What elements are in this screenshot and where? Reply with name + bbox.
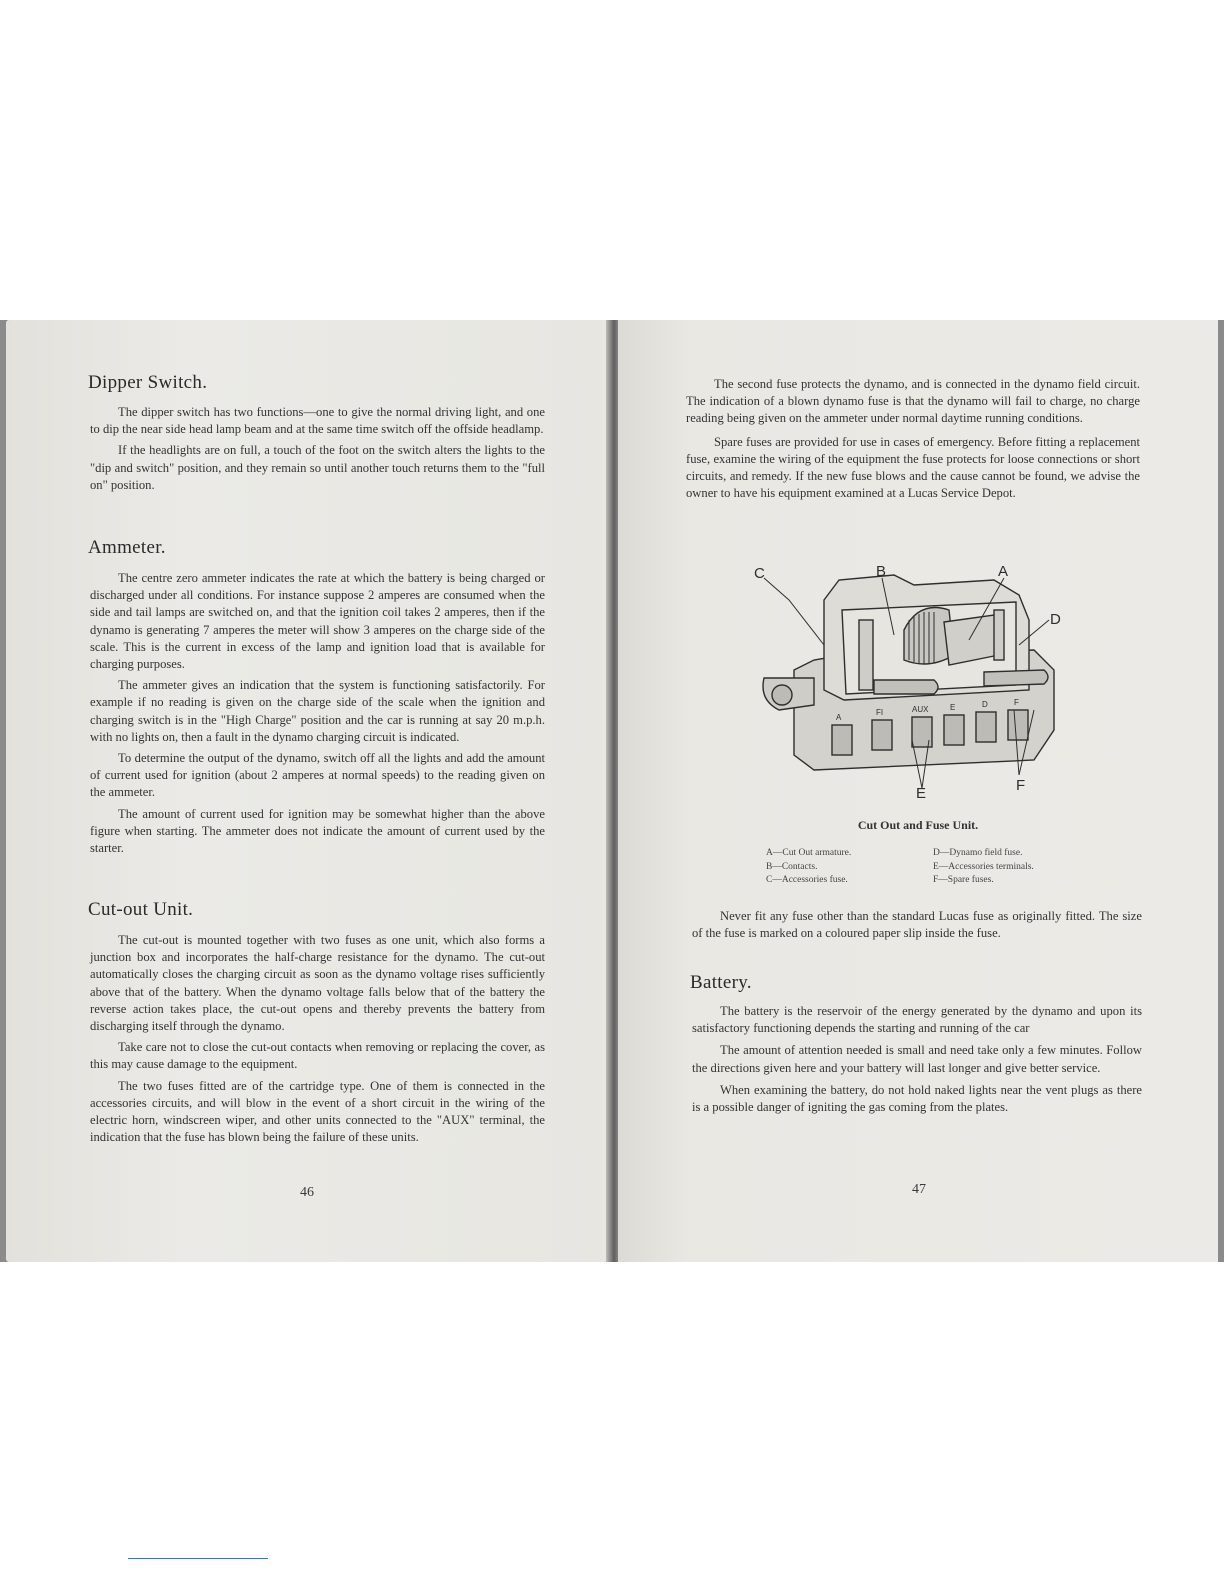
page-number-left: 46 [300, 1185, 314, 1200]
legend-item-b: B—Contacts. [766, 861, 818, 872]
cutout-paragraph-2: Take care not to close the cut-out contacts when removing or replacing the cover, as this may cause damage to the equipment. [90, 1040, 545, 1072]
lucas-fuse-paragraph: Never fit any fuse other than the standard Lucas fuse as originally fitted. The size of the fuse is marked on a coloured paper slip inside the fuse. [692, 909, 1142, 941]
cutout-paragraph-1: The cut-out is mounted together with two fuses as one unit, which also forms a junction box and incorporates the half-charge resistance for the dynamo. The cut-out automatically closes the charging circuit as soon as the dynamo voltage rises sufficiently above that of the battery. When the dynamo voltage falls below that of the battery the reverse action takes place, the cut-out opens and thereby prevents the battery from discharging itself through the dynamo. [90, 933, 545, 1034]
footer-rule [128, 1558, 268, 1559]
callout-c: C [754, 565, 765, 582]
callout-f: F [1016, 777, 1026, 794]
terminal-label-e: E [950, 703, 956, 712]
battery-paragraph-3: When examining the battery, do not hold naked lights near the vent plugs as there is a possible danger of igniting the gas coming from the plates. [692, 1082, 1142, 1115]
dipper-paragraph-2: If the headlights are on full, a touch of the foot on the switch alters the lights to the "dip and switch" position, and they remain so until another touch returns them to the "full on" position. [90, 443, 545, 492]
figure-caption: Cut Out and Fuse Unit. [857, 818, 979, 832]
heading-dipper-switch: Dipper Switch. [88, 372, 208, 393]
dipper-paragraph-1: The dipper switch has two functions—one to give the normal driving light, and one to dip the near side head lamp beam and at the same time switch off the offside headlamp. [90, 405, 545, 437]
callout-e: E [916, 785, 927, 800]
legend-item-c: C—Accessories fuse. [766, 875, 848, 885]
legend-item-e: E—Accessories terminals. [933, 861, 1034, 872]
right-page [618, 320, 1218, 1262]
terminal-label-d: D [982, 700, 988, 709]
ammeter-paragraph-1: The centre zero ammeter indicates the rate at which the battery is being charged or discharged under all conditions. For instance suppose 2 amperes are consumed when the side and tail lamps are switched on, and that the ignition coil takes 2 amperes, then if the dynamo is generating 7 amperes the meter will show 3 amperes on the charge side of the scale. This is the current in excess of the lamp and ignition load that is available for charging purposes. [90, 571, 545, 672]
terminal-label-aux: AUX [912, 705, 929, 714]
callout-d: D [1050, 611, 1061, 628]
ammeter-paragraph-2: The ammeter gives an indication that the system is functioning satisfactorily. For example if no reading is given on the charge side of the scale when the ignition and charging switch is in the "High Charge" position and the car is running at say 20 m.p.h. with no lights on, then a fault in the dynamo charging circuit is indicated. [90, 678, 545, 744]
figure-legend-left [766, 847, 851, 888]
ammeter-paragraph-4: The amount of current used for ignition may be somewhat higher than the above figure when starting. The ammeter does not indicate the amount of current used by the starter. [90, 806, 545, 856]
battery-paragraph-2: The amount of attention needed is small and need take only a few minutes. Follow the directions given here and your battery will last longer and give better service. [692, 1043, 1142, 1075]
cut-out-fuse-unit-illustration [754, 560, 1084, 800]
cutout-paragraph-3: The two fuses fitted are of the cartridge type. One of them is connected in the accessories circuits, and will blow in the event of a short circuit in the wiring of the electric horn, windscreen wiper, and other units connected to the "AUX" terminal, the indication that the fuse has blown being the failure of these units. [90, 1078, 545, 1145]
callout-a: A [998, 563, 1009, 580]
page-number-right: 47 [912, 1182, 926, 1197]
left-page [6, 320, 612, 1262]
heading-cut-out-unit: Cut-out Unit. [88, 899, 194, 920]
book-spread [0, 320, 1224, 1262]
legend-item-d: D—Dynamo field fuse. [933, 848, 1023, 858]
terminal-label-a: A [836, 713, 842, 722]
legend-item-f: F—Spare fuses. [933, 875, 994, 885]
terminal-label-f: F [1014, 698, 1019, 707]
callout-b: B [876, 563, 887, 580]
ammeter-paragraph-3: To determine the output of the dynamo, switch off all the lights and add the amount of current used for ignition (about 2 amperes at normal speeds) to the reading given on the ammeter. [90, 751, 545, 800]
legend-item-a: A—Cut Out armature. [766, 848, 852, 858]
heading-ammeter: Ammeter. [88, 537, 166, 558]
terminal-label-fi: FI [876, 708, 884, 717]
fuse-paragraph-1: The second fuse protects the dynamo, and is connected in the dynamo field circuit. The indication of a blown dynamo fuse is that the dynamo will fail to charge, no charge reading being given on the ammeter under normal daytime running conditions. [686, 377, 1140, 426]
battery-paragraph-1: The battery is the reservoir of the energy generated by the dynamo and upon its satisfactory functioning depends the starting and running of the car [692, 1004, 1142, 1036]
figure-legend-right [933, 847, 1034, 888]
heading-battery: Battery. [690, 972, 752, 993]
fuse-paragraph-2: Spare fuses are provided for use in cases of emergency. Before fitting a replacement fuse, examine the wiring of the equipment the fuse protects for loose connections or short circuits, and remedy. If the new fuse blows and the cause cannot be found, we advise the owner to have his equipment examined at a Lucas Service Depot. [686, 434, 1140, 501]
